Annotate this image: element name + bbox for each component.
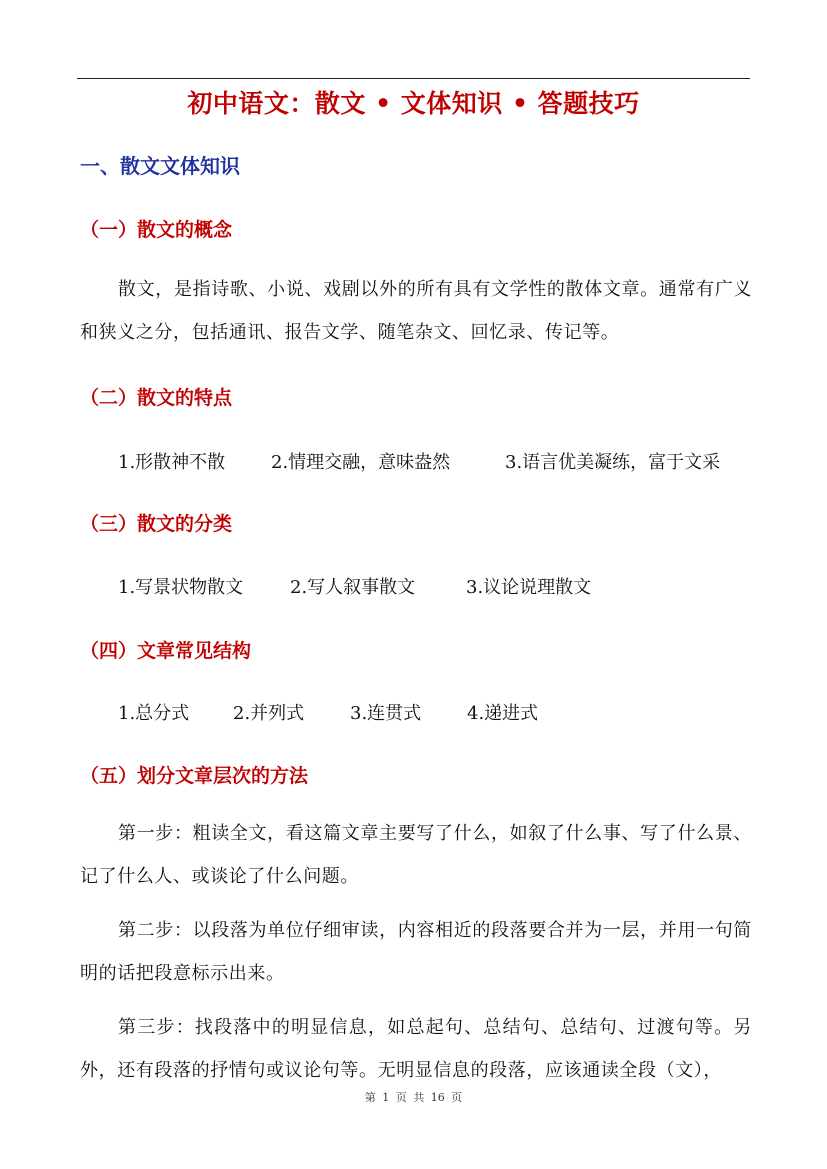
- list-item: 3.议论说理散文: [466, 577, 592, 598]
- header-rule: [77, 78, 750, 79]
- paragraph-step-2: 第二步：以段落为单位仔细审读，内容相近的段落要合并为一层，并用一句简明的话把段意标示出来。: [80, 920, 752, 984]
- subheading-features: （二）散文的特点: [80, 387, 233, 409]
- paragraph-concept: 散文，是指诗歌、小说、戏剧以外的所有具有文学性的散体文章。通常有广义和狭义之分，包括通讯、报告文学、随笔杂文、回忆录、传记等。: [80, 279, 752, 343]
- subheading-structures: （四）文章常见结构: [80, 640, 252, 662]
- document-title: 初中语文：散文 • 文体知识 • 答题技巧: [187, 89, 640, 118]
- features-list: [118, 448, 720, 474]
- list-item: 1.写景状物散文: [118, 577, 244, 598]
- list-item: 2.情理交融，意味盎然: [271, 452, 451, 473]
- categories-list: [118, 573, 591, 599]
- structures-list: [118, 699, 538, 725]
- list-item: 3.语言优美凝练，富于文采: [505, 452, 721, 473]
- list-item: 3.连贯式: [350, 703, 422, 724]
- list-item: 1.总分式: [118, 703, 190, 724]
- list-item: 2.写人叙事散文: [290, 577, 416, 598]
- paragraph-step-3: 第三步：找段落中的明显信息，如总起句、总结句、总结句、过渡句等。另外，还有段落的抒情句或议论句等。无明显信息的段落，应该通读全段（文），: [80, 1017, 752, 1081]
- section-heading-genre-knowledge: 一、散文文体知识: [80, 154, 240, 178]
- list-item: 2.并列式: [233, 703, 305, 724]
- subheading-categories: （三）散文的分类: [80, 513, 233, 535]
- list-item: 1.形散神不散: [118, 452, 226, 473]
- paragraph-step-1: 第一步：粗读全文，看这篇文章主要写了什么，如叙了什么事、写了什么景、记了什么人、或谈论了什么问题。: [80, 823, 752, 887]
- list-item: 4.递进式: [467, 703, 539, 724]
- page-footer: 第 1 页 共 16 页: [364, 1091, 463, 1104]
- subheading-concept: （一）散文的概念: [80, 219, 233, 241]
- subheading-layer-methods: （五）划分文章层次的方法: [80, 765, 309, 787]
